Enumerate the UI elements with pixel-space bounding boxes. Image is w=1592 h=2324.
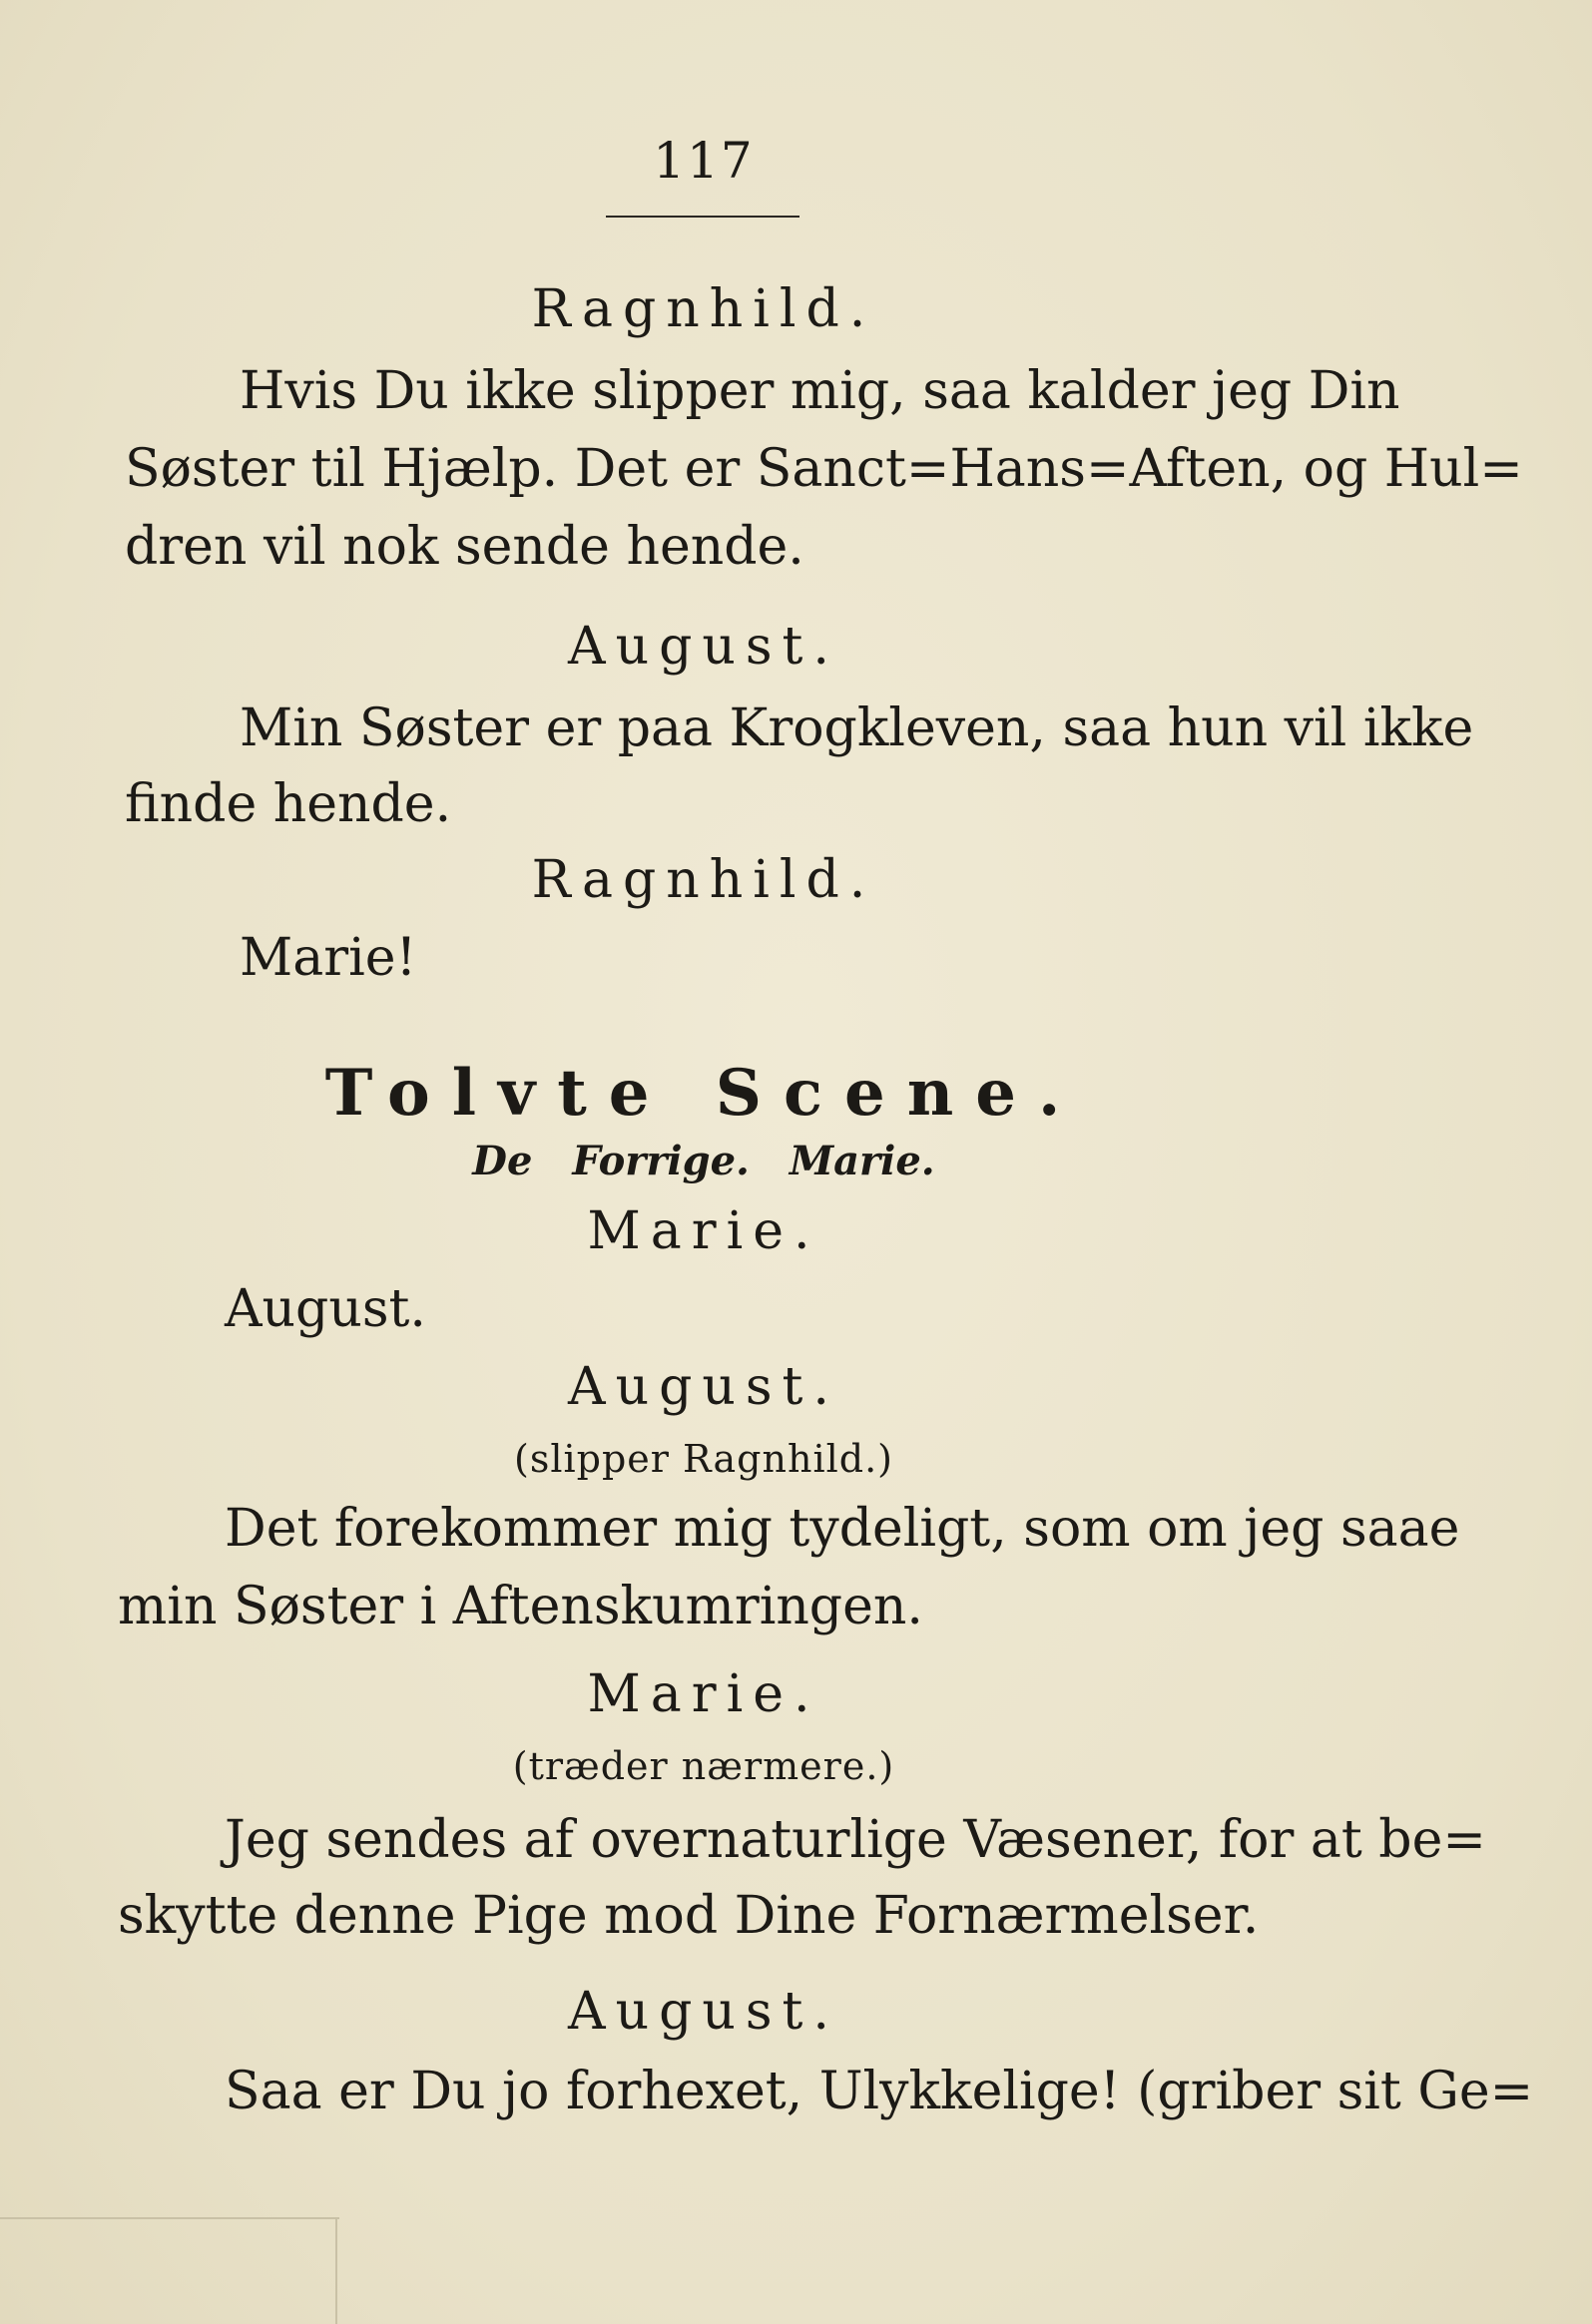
header-rule bbox=[606, 216, 799, 218]
text-line: min Søster i Aftenskumringen. bbox=[118, 1577, 923, 1636]
speaker-name: Ragnhild. bbox=[531, 850, 876, 910]
text-line: Min Søster er paa Krogkleven, saa hun vil ikke bbox=[240, 698, 1474, 758]
stage-direction: (slipper Ragnhild.) bbox=[514, 1437, 893, 1481]
page-number: 117 bbox=[653, 132, 755, 190]
text-line: dren vil nok sende hende. bbox=[125, 517, 804, 577]
scan-edge-line bbox=[335, 2219, 337, 2324]
text-line: August. bbox=[225, 1279, 426, 1339]
speaker-name: Marie. bbox=[587, 1664, 820, 1724]
scene-characters: De Forrige. Marie. bbox=[472, 1138, 935, 1184]
scene-title: Tolvte Scene. bbox=[324, 1056, 1083, 1131]
text-line: Hvis Du ikke slipper mig, saa kalder jeg Din bbox=[240, 361, 1400, 421]
scan-edge-line bbox=[0, 2217, 339, 2219]
text-line: skytte denne Pige mod Dine Fornærmelser. bbox=[118, 1886, 1260, 1946]
text-line: Søster til Hjælp. Det er Sanct=Hans=Aften, og Hul= bbox=[125, 439, 1523, 499]
speaker-name: August. bbox=[568, 1982, 839, 2042]
stage-direction: (træder nærmere.) bbox=[512, 1744, 895, 1788]
speaker-name: August. bbox=[568, 1357, 839, 1417]
speaker-name: Marie. bbox=[587, 1201, 820, 1261]
text-line: Marie! bbox=[240, 928, 417, 988]
text-line: Jeg sendes af overnaturlige Væsener, for at be= bbox=[225, 1810, 1486, 1870]
speaker-name: Ragnhild. bbox=[531, 279, 876, 339]
speaker-name: August. bbox=[568, 617, 839, 677]
text-line: Saa er Du jo forhexet, Ulykkelige! (griber sit Ge= bbox=[225, 2062, 1534, 2121]
text-line: Det forekommer mig tydeligt, som om jeg saae bbox=[225, 1499, 1460, 1559]
text-line: finde hende. bbox=[125, 774, 452, 834]
